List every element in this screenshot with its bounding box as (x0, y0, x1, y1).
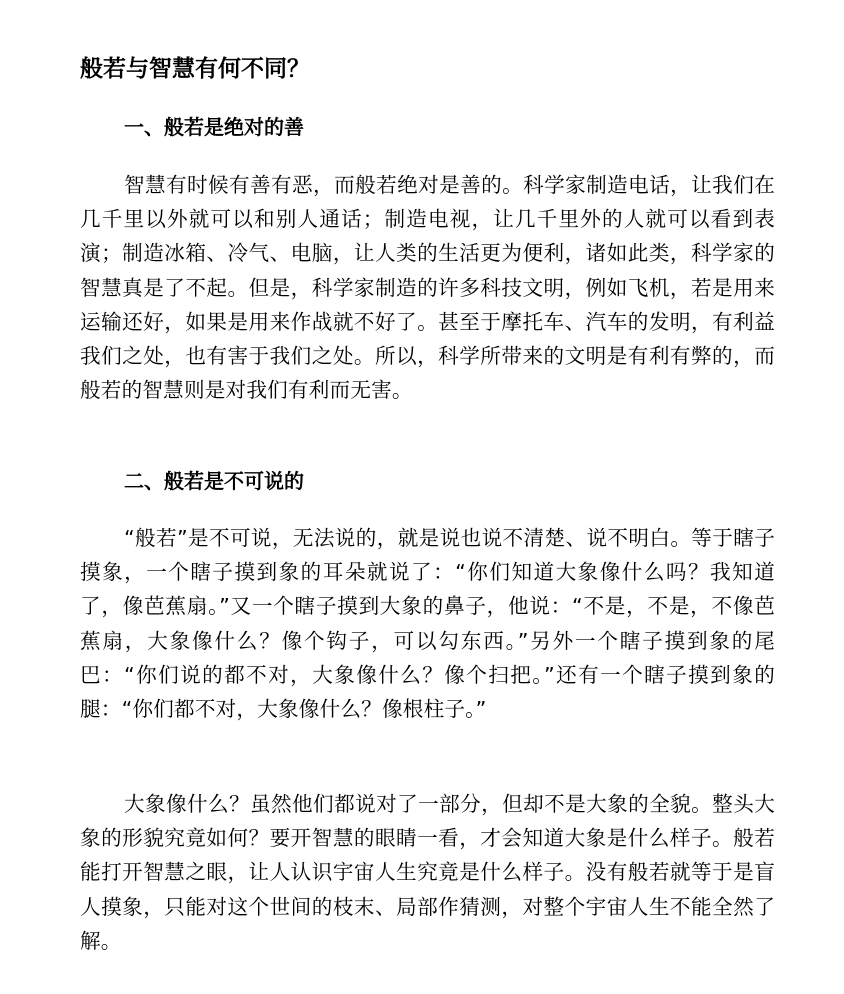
section-heading-1: 一、般若是绝对的善 (124, 115, 304, 139)
section-heading-2: 二、般若是不可说的 (124, 469, 304, 493)
paragraph: 大象像什么？虽然他们都说对了一部分，但却不是大象的全貌。整头大象的形貌究竟如何？要开智慧的眼睛一看，才会知道大象是什么样子。般若能打开智慧之眼，让人认识宇宙人生究竟是什么样子。没有般若就等于是盲人摸象，只能对这个世间的枝末、局部作猜测，对整个宇宙人生不能全然了解。 (80, 792, 775, 953)
page-title: 般若与智慧有何不同？ (80, 56, 310, 82)
paragraph: “般若”是不可说，无法说的，就是说也说不清楚、说不明白。等于瞎子摸象，一个瞎子摸到象的耳朵就说了：“你们知道大象像什么吗？我知道了，像芭蕉扇。”又一个瞎子摸到大象的鼻子，他说：“不是，不是，不像芭蕉扇，大象像什么？像个钩子，可以勾东西。”另外一个瞎子摸到象的尾巴：“你们说的都不对，大象像什么？像个扫把。”还有一个瞎子摸到象的腿：“你们都不对，大象像什么？像根柱子。” (80, 526, 775, 722)
paragraph: 智慧有时候有善有恶，而般若绝对是善的。科学家制造电话，让我们在几千里以外就可以和别人通话；制造电视，让几千里外的人就可以看到表演；制造冰箱、冷气、电脑，让人类的生活更为便利，诸如此类，科学家的智慧真是了不起。但是，科学家制造的许多科技文明，例如飞机，若是用来运输还好，如果是用来作战就不好了。甚至于摩托车、汽车的发明，有利益我们之处，也有害于我们之处。所以，科学所带来的文明是有利有弊的，而般若的智慧则是对我们有利而无害。 (80, 173, 775, 403)
